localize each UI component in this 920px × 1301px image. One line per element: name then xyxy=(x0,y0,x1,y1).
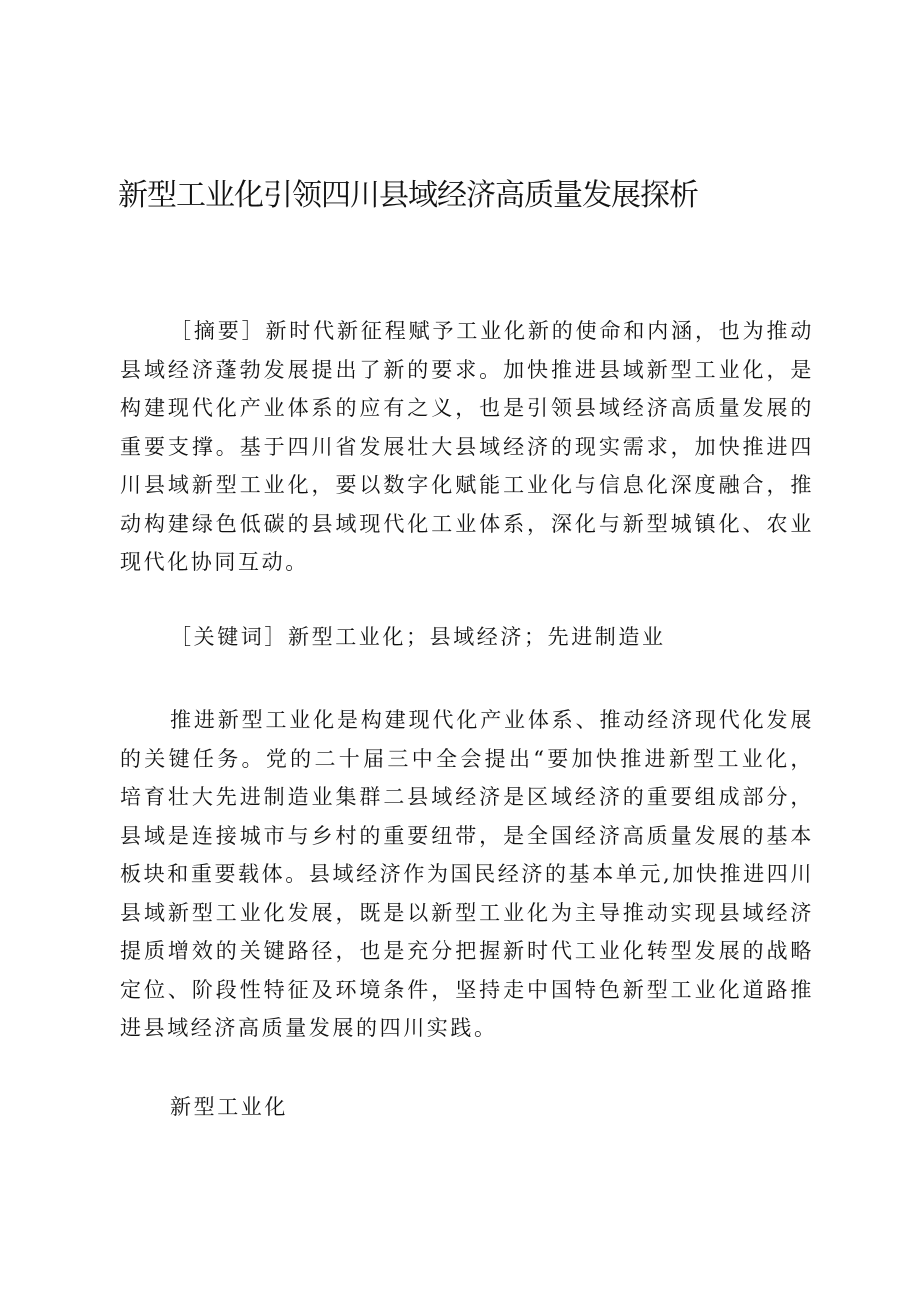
abstract-paragraph: ［摘要］新时代新征程赋予工业化新的使命和内涵，也为推动县域经济蓬勃发展提出了新的要求。加快推进县域新型工业化，是构建现代化产业体系的应有之义，也是引领县域经济高质量发展的重要支撑。基于四川省发展壮大县域经济的现实需求，加快推进四川县域新型工业化，要以数字化赋能工业化与信息化深度融合，推动构建绿色低碳的县域现代化工业体系，深化与新型城镇化、农业现代化协同互动。 xyxy=(120,319,814,574)
intro-paragraph: 推进新型工业化是构建现代化产业体系、推动经济现代化发展的关键任务。党的二十届三中全会提出“要加快推进新型工业化，培育壮大先进制造业集群二县域经济是区域经济的重要组成部分，县域是连接城市与乡村的重要纽带，是全国经济高质量发展的基本板块和重要载体。县域经济作为国民经济的基本单元,加快推进四川县域新型工业化发展，既是以新型工业化为主导推动实现县域经济提质增效的关键路径，也是充分把握新时代工业化转型发展的战略定位、阶段性特征及环境条件，坚持走中国特色新型工业化道路推进县域经济高质量发展的四川实践。 xyxy=(120,708,814,1040)
document-title: 新型工业化引领四川县域经济高质量发展探析 xyxy=(118,178,698,213)
keywords-line: ［关键词］新型工业化；县域经济；先进制造业 xyxy=(170,625,666,649)
section-heading: 新型工业化 xyxy=(170,1095,288,1119)
